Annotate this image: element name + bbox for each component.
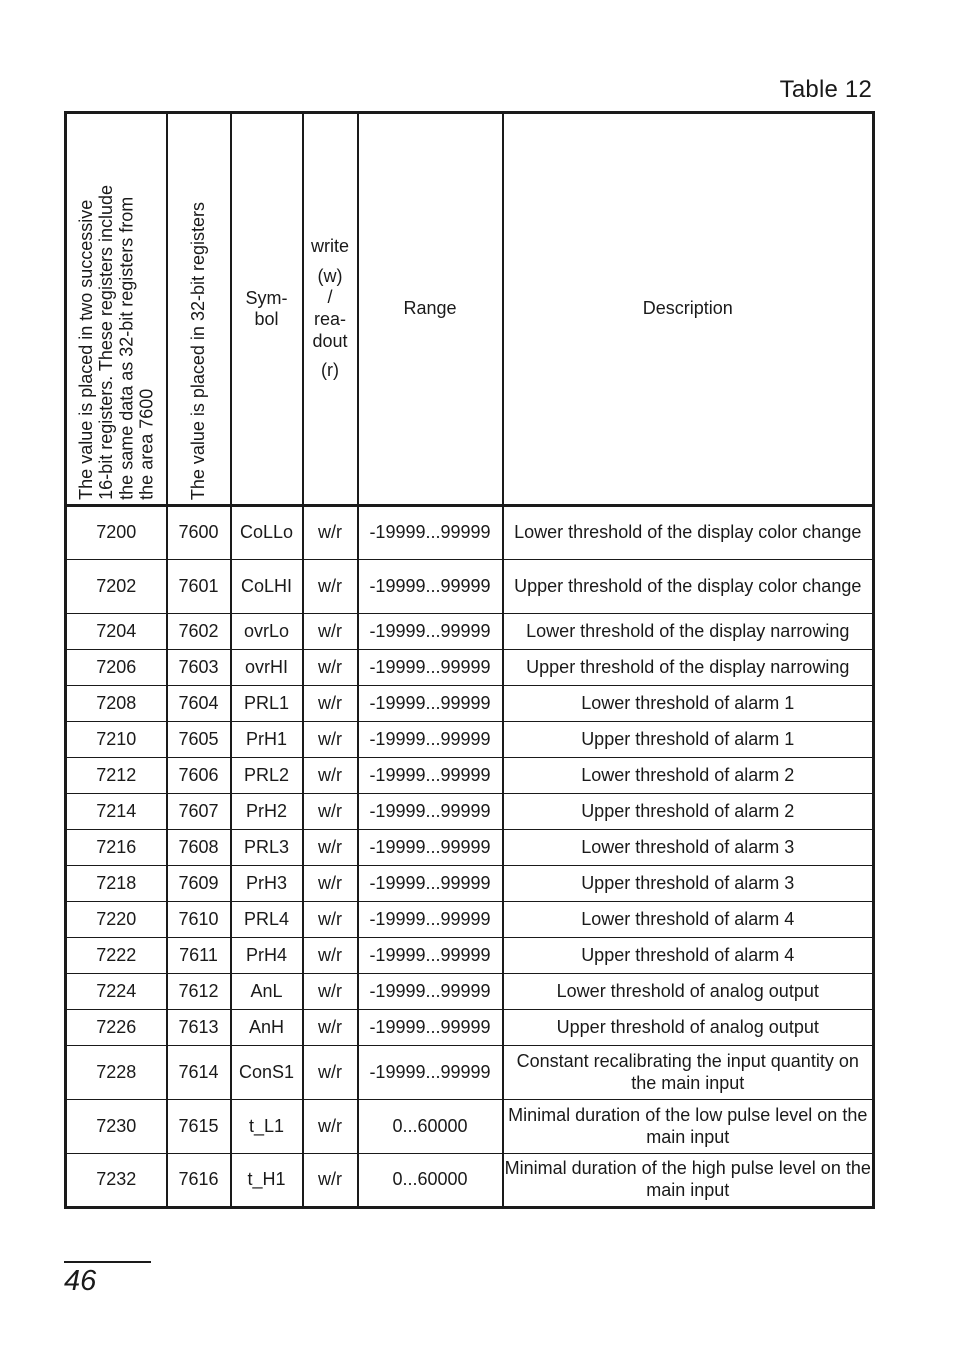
- register-16bit-cell: 7226: [66, 1010, 167, 1046]
- symbol-cell: CoLLo: [231, 506, 303, 560]
- register-32bit-cell: 7607: [167, 794, 231, 830]
- table-row: [66, 866, 874, 902]
- access-cell: w/r: [303, 758, 358, 794]
- description-cell: Lower threshold of alarm 4: [503, 902, 874, 938]
- header-32bit-text: The value is placed in 32-bit registers: [188, 201, 209, 500]
- description-cell: Lower threshold of analog output: [503, 974, 874, 1010]
- range-cell: -19999...99999: [358, 614, 503, 650]
- header-write-readout: [303, 113, 358, 506]
- description-cell: Lower threshold of the display color change: [503, 506, 874, 560]
- range-cell: -19999...99999: [358, 506, 503, 560]
- range-cell: -19999...99999: [358, 866, 503, 902]
- register-32bit-cell: 7602: [167, 614, 231, 650]
- register-16bit-cell: 7220: [66, 902, 167, 938]
- access-cell: w/r: [303, 1154, 358, 1208]
- register-32bit-cell: 7601: [167, 560, 231, 614]
- register-32bit-cell: 7606: [167, 758, 231, 794]
- header-16bit-text: The value is placed in two successive 16-bit registers. These registers include the same data as 32-bit registers from the area 7600: [75, 185, 157, 500]
- symbol-cell: ConS1: [231, 1046, 303, 1100]
- access-cell: w/r: [303, 560, 358, 614]
- symbol-cell: ovrHI: [231, 650, 303, 686]
- header-32bit-registers: [167, 113, 231, 506]
- range-cell: -19999...99999: [358, 758, 503, 794]
- register-32bit-cell: 7615: [167, 1100, 231, 1154]
- register-16bit-cell: 7202: [66, 560, 167, 614]
- table-row: [66, 1154, 874, 1208]
- register-16bit-cell: 7232: [66, 1154, 167, 1208]
- symbol-cell: PrH2: [231, 794, 303, 830]
- symbol-cell: AnL: [231, 974, 303, 1010]
- header-rw-w: (w): [317, 265, 343, 286]
- table-row: [66, 686, 874, 722]
- table-row: [66, 560, 874, 614]
- table-row: [66, 1046, 874, 1100]
- description-cell: Upper threshold of alarm 4: [503, 938, 874, 974]
- access-cell: w/r: [303, 1046, 358, 1100]
- description-cell: Upper threshold of the display color change: [503, 560, 874, 614]
- symbol-cell: PRL3: [231, 830, 303, 866]
- register-16bit-cell: 7204: [66, 614, 167, 650]
- table-row: [66, 974, 874, 1010]
- table-row: [66, 902, 874, 938]
- table-row: [66, 650, 874, 686]
- description-cell: Constant recalibrating the input quantity on the main input: [503, 1046, 874, 1100]
- register-16bit-cell: 7206: [66, 650, 167, 686]
- access-cell: w/r: [303, 902, 358, 938]
- register-16bit-cell: 7218: [66, 866, 167, 902]
- header-16bit-registers: [66, 113, 167, 506]
- symbol-cell: t_H1: [231, 1154, 303, 1208]
- access-cell: w/r: [303, 866, 358, 902]
- header-row: [66, 113, 874, 506]
- register-16bit-cell: 7210: [66, 722, 167, 758]
- register-32bit-cell: 7605: [167, 722, 231, 758]
- header-rw-slash: /: [327, 287, 333, 308]
- register-16bit-cell: 7216: [66, 830, 167, 866]
- access-cell: w/r: [303, 722, 358, 758]
- symbol-cell: CoLHI: [231, 560, 303, 614]
- page-number-rule: [64, 1261, 151, 1263]
- symbol-cell: ovrLo: [231, 614, 303, 650]
- symbol-cell: PRL4: [231, 902, 303, 938]
- access-cell: w/r: [303, 974, 358, 1010]
- range-cell: -19999...99999: [358, 1010, 503, 1046]
- register-16bit-cell: 7230: [66, 1100, 167, 1154]
- register-32bit-cell: 7603: [167, 650, 231, 686]
- description-cell: Minimal duration of the high pulse level on the main input: [503, 1154, 874, 1208]
- table-row: [66, 506, 874, 560]
- header-rw-rea: rea-: [313, 309, 346, 329]
- register-32bit-cell: 7613: [167, 1010, 231, 1046]
- symbol-cell: t_L1: [231, 1100, 303, 1154]
- symbol-cell: PrH3: [231, 866, 303, 902]
- range-cell: -19999...99999: [358, 686, 503, 722]
- header-description-text: Description: [642, 298, 733, 319]
- table-row: [66, 614, 874, 650]
- table-row: [66, 722, 874, 758]
- access-cell: w/r: [303, 650, 358, 686]
- description-cell: Upper threshold of alarm 2: [503, 794, 874, 830]
- register-16bit-cell: 7208: [66, 686, 167, 722]
- access-cell: w/r: [303, 614, 358, 650]
- access-cell: w/r: [303, 938, 358, 974]
- access-cell: w/r: [303, 506, 358, 560]
- header-rw-write: write: [310, 236, 349, 257]
- register-32bit-cell: 7616: [167, 1154, 231, 1208]
- table-row: [66, 830, 874, 866]
- register-table: [64, 111, 875, 1209]
- register-16bit-cell: 7200: [66, 506, 167, 560]
- header-symbol: [231, 113, 303, 506]
- range-cell: -19999...99999: [358, 560, 503, 614]
- description-cell: Lower threshold of the display narrowing: [503, 614, 874, 650]
- header-rw-r: (r): [321, 360, 339, 381]
- table-row: [66, 794, 874, 830]
- register-16bit-cell: 7212: [66, 758, 167, 794]
- access-cell: w/r: [303, 686, 358, 722]
- description-cell: Upper threshold of alarm 1: [503, 722, 874, 758]
- register-32bit-cell: 7612: [167, 974, 231, 1010]
- description-cell: Upper threshold of alarm 3: [503, 866, 874, 902]
- table-row: [66, 1100, 874, 1154]
- range-cell: -19999...99999: [358, 830, 503, 866]
- table-row: [66, 1010, 874, 1046]
- range-cell: -19999...99999: [358, 1046, 503, 1100]
- register-16bit-cell: 7214: [66, 794, 167, 830]
- symbol-cell: AnH: [231, 1010, 303, 1046]
- register-32bit-cell: 7610: [167, 902, 231, 938]
- access-cell: w/r: [303, 830, 358, 866]
- description-cell: Minimal duration of the low pulse level on the main input: [503, 1100, 874, 1154]
- range-cell: -19999...99999: [358, 974, 503, 1010]
- range-cell: 0...60000: [358, 1154, 503, 1208]
- register-32bit-cell: 7611: [167, 938, 231, 974]
- register-32bit-cell: 7614: [167, 1046, 231, 1100]
- register-32bit-cell: 7608: [167, 830, 231, 866]
- header-range: [358, 113, 503, 506]
- range-cell: -19999...99999: [358, 722, 503, 758]
- register-32bit-cell: 7609: [167, 866, 231, 902]
- register-16bit-cell: 7228: [66, 1046, 167, 1100]
- description-cell: Upper threshold of analog output: [503, 1010, 874, 1046]
- access-cell: w/r: [303, 1010, 358, 1046]
- description-cell: Upper threshold of the display narrowing: [503, 650, 874, 686]
- table-body: [66, 506, 874, 1208]
- table-row: [66, 758, 874, 794]
- description-cell: Lower threshold of alarm 3: [503, 830, 874, 866]
- header-description: [503, 113, 874, 506]
- page-number: 46: [64, 1265, 97, 1297]
- register-32bit-cell: 7600: [167, 506, 231, 560]
- header-symbol-text: Sym- bol: [245, 287, 288, 329]
- register-16bit-cell: 7222: [66, 938, 167, 974]
- description-cell: Lower threshold of alarm 2: [503, 758, 874, 794]
- register-32bit-cell: 7604: [167, 686, 231, 722]
- symbol-cell: PRL1: [231, 686, 303, 722]
- description-cell: Lower threshold of alarm 1: [503, 686, 874, 722]
- range-cell: -19999...99999: [358, 902, 503, 938]
- table-caption: Table 12: [779, 76, 872, 103]
- register-16bit-cell: 7224: [66, 974, 167, 1010]
- symbol-cell: PrH1: [231, 722, 303, 758]
- header-rw-dout: dout: [312, 330, 348, 351]
- access-cell: w/r: [303, 794, 358, 830]
- symbol-cell: PRL2: [231, 758, 303, 794]
- table-row: [66, 938, 874, 974]
- header-range-text: Range: [403, 298, 457, 319]
- range-cell: 0...60000: [358, 1100, 503, 1154]
- access-cell: w/r: [303, 1100, 358, 1154]
- symbol-cell: PrH4: [231, 938, 303, 974]
- range-cell: -19999...99999: [358, 794, 503, 830]
- range-cell: -19999...99999: [358, 938, 503, 974]
- range-cell: -19999...99999: [358, 650, 503, 686]
